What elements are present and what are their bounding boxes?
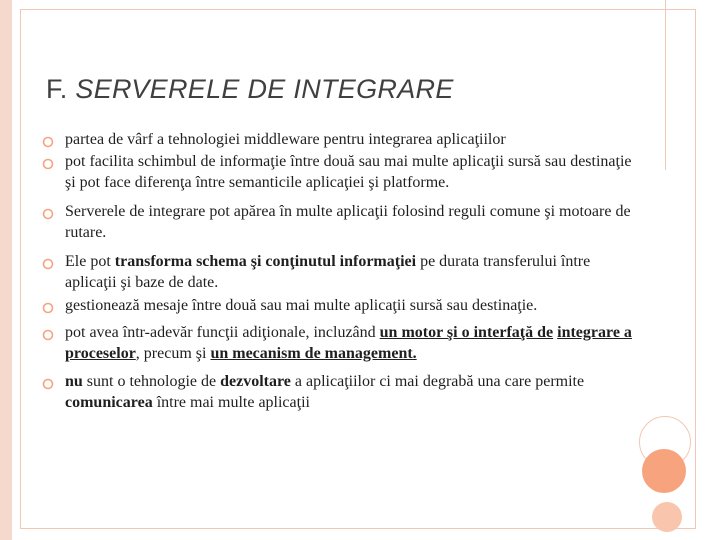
- emphasis-underlined: integrare a proceselor: [65, 324, 632, 362]
- bullet-list: [42, 129, 632, 413]
- decorative-vertical-line: [665, 0, 666, 170]
- bullet-item: [42, 295, 632, 316]
- emphasis-bold: dezvoltare: [220, 373, 291, 390]
- text-run: Ele pot: [65, 253, 115, 270]
- emphasis-underlined: un motor şi o interfaţă de: [379, 324, 554, 341]
- emphasis-bold: transforma schema şi conţinutul informaţiei: [114, 253, 417, 270]
- decorative-circle-filled: [642, 449, 686, 493]
- text-run: a aplicaţiilor ci mai degrabă una care permite: [290, 373, 585, 390]
- text-run: gestionează mesaje între două sau mai multe aplicaţii sursă sau destinaţie.: [65, 297, 538, 314]
- left-accent-bar: [0, 0, 12, 540]
- bullet-item: [42, 151, 632, 193]
- slide-title-prefix: F.: [46, 74, 68, 104]
- text-run: Serverele de integrare pot apărea în multe aplicaţii folosind reguli comune şi motoare de rutare.: [65, 203, 631, 241]
- slide-title: [46, 74, 454, 105]
- bullet-text: [65, 324, 632, 362]
- hollow-circle-icon: [42, 299, 54, 311]
- hollow-circle-icon: [42, 375, 54, 387]
- emphasis-bold: comunicarea: [65, 394, 153, 411]
- bullet-item: [42, 129, 632, 150]
- bullet-item: [42, 251, 632, 293]
- bullet-text: [65, 131, 506, 148]
- text-run: pot facilita schimbul de informaţie între două sau mai multe aplicaţii sursă sau destinaţie şi pot face diferenţa între semanticile aplicaţiei şi platforme.: [65, 153, 632, 191]
- bullet-item: [42, 371, 632, 413]
- text-run: pe durata transferului între aplicaţii şi baze de date.: [65, 253, 591, 291]
- hollow-circle-icon: [42, 133, 54, 145]
- decorative-circle-small: [652, 502, 682, 532]
- hollow-circle-icon: [42, 155, 54, 167]
- hollow-circle-icon: [42, 255, 54, 267]
- hollow-circle-icon: [42, 205, 54, 217]
- text-run: partea de vârf a tehnologiei middleware pentru integrarea aplicaţiilor: [65, 131, 506, 148]
- emphasis-bold: nu: [65, 373, 83, 390]
- bullet-item: [42, 322, 632, 364]
- text-run: pot avea într-adevăr funcţii adiţionale, incluzând: [65, 324, 380, 341]
- text-run: sunt o tehnologie de: [82, 373, 221, 390]
- bullet-text: [65, 153, 632, 191]
- bullet-text: [65, 373, 584, 411]
- text-run: , precum şi: [135, 345, 211, 362]
- emphasis-underlined: un mecanism de management.: [210, 345, 417, 362]
- bullet-text: [65, 253, 590, 291]
- bullet-item: [42, 201, 632, 243]
- bullet-text: [65, 203, 631, 241]
- hollow-circle-icon: [42, 326, 54, 338]
- slide-title-text: SERVERELE DE INTEGRARE: [75, 74, 454, 104]
- bullet-text: [65, 297, 537, 314]
- text-run: între mai multe aplicaţii: [152, 394, 310, 411]
